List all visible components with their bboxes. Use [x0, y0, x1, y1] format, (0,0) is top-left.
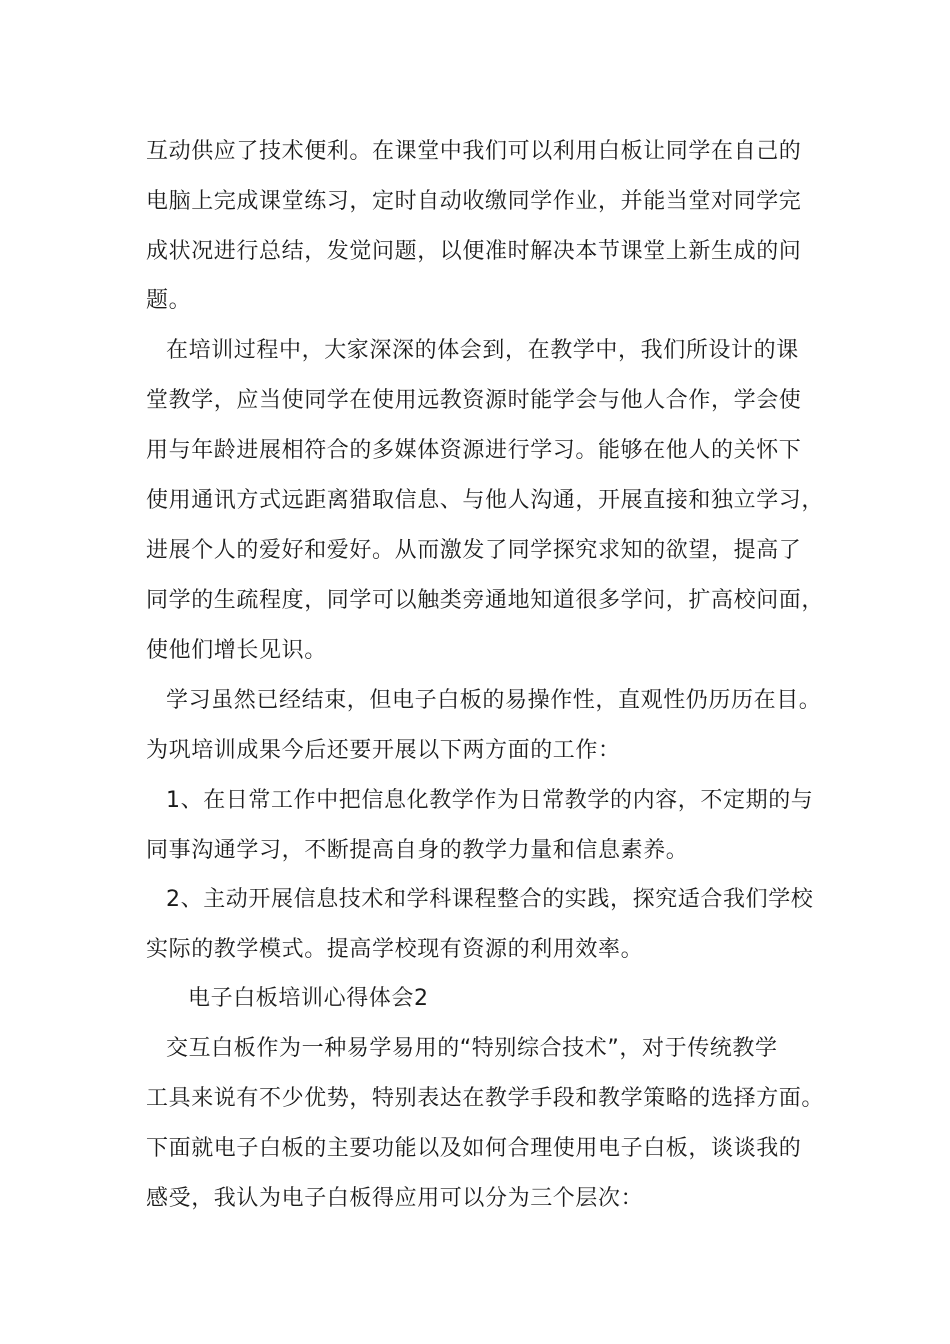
text-line: 工具来说有不少优势，特别表达在教学手段和教学策略的选择方面。 — [146, 1086, 825, 1111]
list-item-first-line: 1、在日常工作中把信息化教学作为日常教学的内容，不定期的与 — [166, 788, 814, 813]
text-line: 互动供应了技术便利。在课堂中我们可以利用白板让同学在自己的 — [146, 139, 802, 164]
text-line: 感受，我认为电子白板得应用可以分为三个层次： — [146, 1186, 644, 1211]
text-line: 进展个人的爱好和爱好。从而激发了同学探究求知的欲望，提高了 — [146, 538, 802, 563]
text-line: 用与年龄进展相符合的多媒体资源进行学习。能够在他人的关怀下 — [146, 438, 802, 463]
text-line: 下面就电子白板的主要功能以及如何合理使用电子白板，谈谈我的 — [146, 1136, 802, 1161]
text-line: 同学的生疏程度，同学可以触类旁通地知道很多学问，扩高校问面， — [146, 588, 825, 613]
paragraph-first-line: 交互白板作为一种易学易用的“特别综合技术”，对于传统教学 — [166, 1036, 778, 1061]
text-line: 堂教学，应当使同学在使用远教资源时能学会与他人合作，学会使 — [146, 388, 802, 413]
text-line: 使用通讯方式远距离猎取信息、与他人沟通，开展直接和独立学习， — [146, 488, 825, 513]
text-line: 为巩培训成果今后还要开展以下两方面的工作： — [146, 738, 621, 763]
text-line: 电脑上完成课堂练习，定时自动收缴同学作业，并能当堂对同学完 — [146, 189, 802, 214]
text-line: 实际的教学模式。提高学校现有资源的利用效率。 — [146, 937, 644, 962]
text-line: 同事沟通学习，不断提高自身的教学力量和信息素养。 — [146, 838, 689, 863]
section-heading: 电子白板培训心得体会2 — [188, 986, 429, 1011]
paragraph-first-line: 在培训过程中，大家深深的体会到，在教学中，我们所设计的课 — [166, 338, 799, 363]
list-item-first-line: 2、主动开展信息技术和学科课程整合的实践，探究适合我们学校 — [166, 887, 814, 912]
paragraph-first-line: 学习虽然已经结束，但电子白板的易操作性，直观性仍历历在目。 — [166, 688, 822, 713]
text-line: 使他们增长见识。 — [146, 638, 327, 663]
text-line: 成状况进行总结，发觉问题，以便准时解决本节课堂上新生成的问 — [146, 239, 802, 264]
text-line: 题。 — [146, 288, 192, 313]
